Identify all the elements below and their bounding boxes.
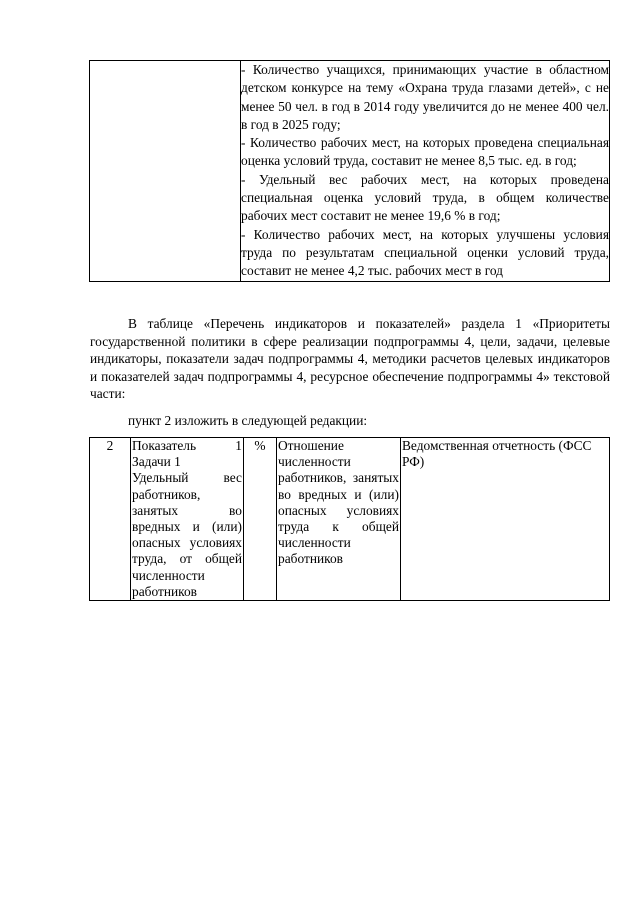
amendment-paragraph: В таблице «Перечень индикаторов и показателей» раздела 1 «Приоритеты государственной политики в сфере реализации подпрограммы 4, цели, задачи, целевые индикаторы, показатели задач подпрограммы 4, методики расчетов целевых индикаторов и показателей задач подпрограммы 4, ресурсное обеспечение подпрограммы 4» текстовой части: xyxy=(90,316,610,402)
bullet-students-contest: - Количество учащихся, принимающих участие в областном детском конкурсе на тему «Охрана труда глазами детей», с не менее 50 чел. в год в 2014 году увеличится до не менее 400 чел. в год в 2025 году; xyxy=(241,62,609,132)
table-row xyxy=(90,438,610,601)
row-number: 2 xyxy=(90,438,131,601)
instruction-paragraph: пункт 2 изложить в следующей редакции: xyxy=(128,413,368,428)
indicators-cell xyxy=(241,61,610,282)
indicator-title: Показатель 1 Задачи 1 xyxy=(132,438,242,470)
continuation-table xyxy=(89,60,610,282)
indicator-cell xyxy=(131,438,244,601)
table-row xyxy=(90,61,610,282)
bullet-workplaces-improved: - Количество рабочих мест, на которых улучшены условия труда по результатам специальной оценки условий труда, составит не менее 4,2 тыс. рабочих мест в год xyxy=(241,226,609,279)
bullet-workplaces-assessed: - Количество рабочих мест, на которых проведена специальная оценка условий труда, составит не менее 8,5 тыс. ед. в год; xyxy=(241,135,609,169)
bullet-share-assessed: - Удельный вес рабочих мест, на которых проведена специальная оценка условий труда, в общем количестве рабочих мест составит не менее 19,6 % в год; xyxy=(241,171,609,224)
empty-left-cell xyxy=(90,61,241,282)
indicator-text: Удельный вес работников, занятых во вредных и (или) опасных условиях труда, от общей численности работников xyxy=(132,470,242,599)
unit-cell: % xyxy=(244,438,277,601)
source-cell: Ведомственная отчетность (ФСС РФ) xyxy=(401,438,610,601)
method-cell: Отношение численности работников, занятых во вредных и (или) опасных условиях труда к общей численности работников xyxy=(277,438,401,601)
indicator-table xyxy=(89,437,610,601)
